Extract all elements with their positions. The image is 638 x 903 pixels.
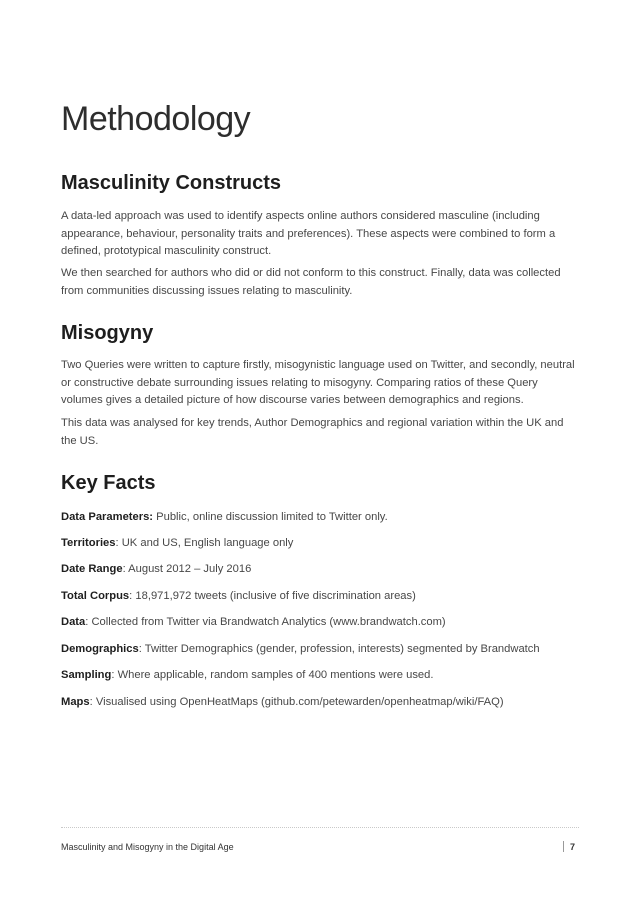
fact-label: Data xyxy=(61,616,86,628)
misogyny-paragraph-1: Two Queries were written to capture firstly, misogynistic language used on Twitter, and secondly, neutral or constructive debate surrounding issues relating to misogyny. Comparing ratios of these Query volumes gives a detailed picture of how discourse varies between demographics and regions. xyxy=(61,359,575,406)
fact-label: Date Range xyxy=(61,563,123,575)
fact-label: Data Parameters: xyxy=(61,511,154,523)
fact-label: Total Corpus xyxy=(61,590,130,602)
misogyny-paragraph-2: This data was analysed for key trends, Author Demographics and regional variation within the UK and the US. xyxy=(61,417,564,447)
page-number: 7 xyxy=(570,842,576,852)
footer-divider xyxy=(61,827,579,828)
footer-separator xyxy=(563,841,564,852)
misogyny-heading: Misogyny xyxy=(61,322,154,344)
key-facts-heading: Key Facts xyxy=(61,472,156,494)
fact-label: Territories xyxy=(61,537,116,549)
fact-text: : 18,971,972 tweets (inclusive of five discrimination areas) xyxy=(129,590,416,602)
fact-text: : Twitter Demographics (gender, profession, interests) segmented by Brandwatch xyxy=(138,643,540,655)
fact-demographics xyxy=(61,641,581,658)
fact-date-range xyxy=(61,561,581,578)
masculinity-paragraph-2: We then searched for authors who did or did not conform to this construct. Finally, data was collected from communities discussing issues relating to masculinity. xyxy=(61,267,561,297)
fact-label: Demographics xyxy=(61,643,139,655)
fact-label: Sampling xyxy=(61,669,112,681)
page-title: Methodology xyxy=(61,100,251,138)
fact-data xyxy=(61,614,581,631)
footer-document-title: Masculinity and Misogyny in the Digital Age xyxy=(61,842,234,852)
fact-text: : Where applicable, random samples of 400 mentions were used. xyxy=(111,669,434,681)
fact-data-parameters xyxy=(61,509,581,526)
fact-text: : UK and US, English language only xyxy=(115,537,294,549)
fact-label: Maps xyxy=(61,696,90,708)
fact-text: : Visualised using OpenHeatMaps (github.com/petewarden/openheatmap/wiki/FAQ) xyxy=(89,696,504,708)
fact-text: : Collected from Twitter via Brandwatch Analytics (www.brandwatch.com) xyxy=(85,616,446,628)
masculinity-paragraph-1: A data-led approach was used to identify aspects online authors considered masculine (including appearance, behaviour, personality traits and preferences). These aspects were combined to form a defined, prototypical masculinity construct. xyxy=(61,210,556,257)
fact-text: : August 2012 – July 2016 xyxy=(122,563,252,575)
fact-maps xyxy=(61,694,581,711)
fact-territories xyxy=(61,535,581,552)
masculinity-heading: Masculinity Constructs xyxy=(61,172,282,194)
fact-text: Public, online discussion limited to Twitter only. xyxy=(153,511,388,523)
fact-total-corpus xyxy=(61,588,581,605)
fact-sampling xyxy=(61,667,581,684)
